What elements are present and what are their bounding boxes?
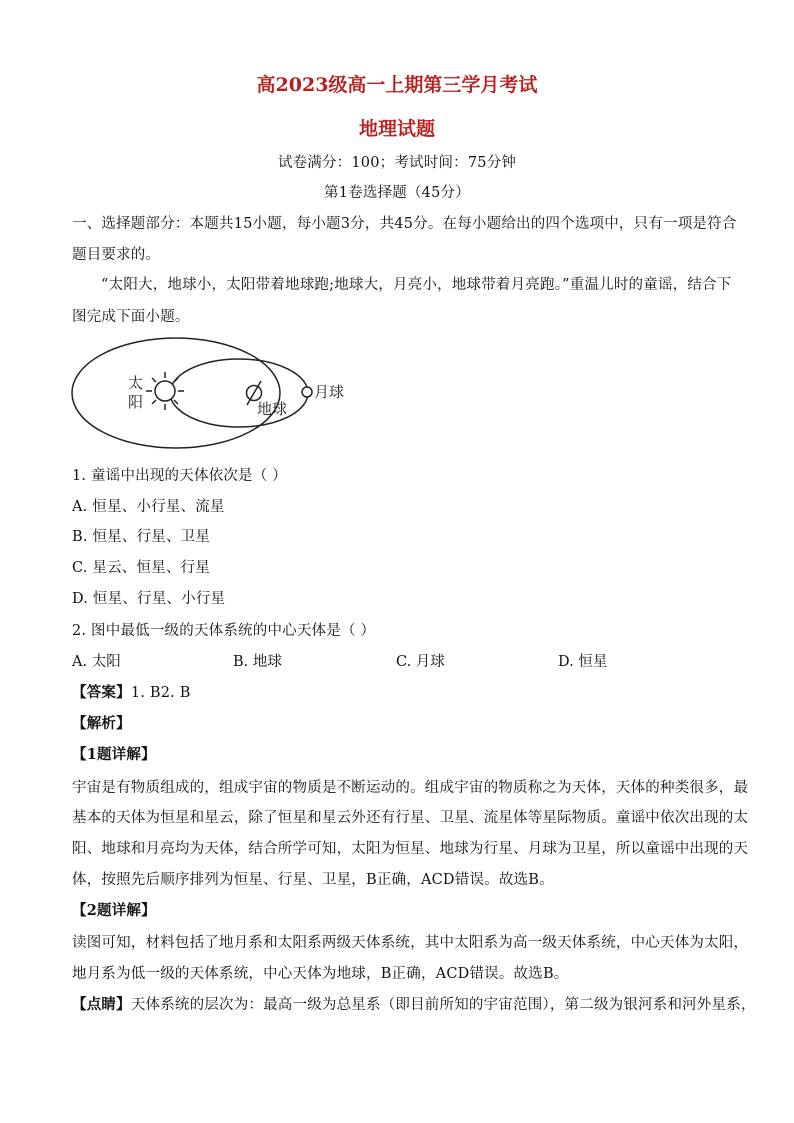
answer-line — [72, 681, 191, 702]
analysis-q1-line-1: 宇宙是有物质组成的，组成宇宙的物质是不断运动的。组成宇宙的物质称之为天体，天体的种类很多，最 — [72, 780, 749, 796]
sun-label-2: 阳 — [128, 393, 144, 411]
sun-label-1: 太 — [128, 374, 144, 392]
question-2-stem: 2. 图中最低一级的天体系统的中心天体是（ ） — [72, 623, 376, 639]
subject-title: 地理试题 — [358, 118, 435, 140]
answer-label: 【答案】 — [72, 684, 131, 701]
material-line-2: 图完成下面小题。 — [72, 309, 190, 325]
answer-text: 1. B2. B — [130, 685, 191, 701]
moon-label: 月球 — [314, 383, 345, 401]
question-2-option-a: A. 太阳 — [72, 654, 121, 670]
sun-earth-moon-diagram — [66, 336, 366, 454]
sun-icon — [146, 372, 184, 410]
tip-text: 天体系统的层次为：最高一级为总星系（即目前所知的宇宙范围），第二级为银河系和河外星系， — [130, 997, 756, 1013]
question-1-option-d: D. 恒星、行星、小行星 — [72, 591, 226, 607]
analysis-q1-line-2: 基本的天体为恒星和星云，除了恒星和星云外还有行星、卫星、流星体等星际物质。童谣中依次出现的太 — [72, 810, 749, 826]
question-1-option-c: C. 星云、恒星、行星 — [72, 560, 210, 576]
moon-orbit-ellipse — [170, 359, 308, 427]
tip-line — [72, 993, 756, 1014]
analysis-q2-label: 【2题详解】 — [72, 902, 156, 919]
analysis-q2-line-2: 地月系为低一级的天体系统，中心天体为地球，B正确，ACD错误。故选B。 — [72, 966, 569, 982]
question-1-stem: 1. 童谣中出现的天体依次是（ ） — [72, 468, 287, 484]
question-1-option-b: B. 恒星、行星、卫星 — [72, 529, 211, 545]
instructions-line-2: 题目要求的。 — [72, 247, 161, 263]
exam-info: 试卷满分：100；考试时间：75分钟 — [277, 155, 517, 171]
analysis-q1-line-3: 阳、地球和月亮均为天体，结合所学可知，太阳为恒星、地球为行星、月球为卫星，所以童谣中出现的天 — [72, 841, 749, 857]
analysis-label: 【解析】 — [72, 715, 131, 732]
material-line-1: “太阳大，地球小，太阳带着地球跑;地球大，月亮小，地球带着月亮跑。”重温儿时的童谣，结合下 — [101, 277, 732, 293]
moon-icon — [302, 387, 312, 397]
exam-title: 高2023级高一上期第三学月考试 — [256, 74, 538, 96]
earth-label: 地球 — [257, 400, 288, 418]
question-1-option-a: A. 恒星、小行星、流星 — [72, 499, 225, 515]
analysis-q1-label: 【1题详解】 — [72, 746, 156, 763]
analysis-q1-line-4: 体，按照先后顺序排列为恒星、行星、卫星，B正确，ACD错误。故选B。 — [72, 872, 554, 888]
section-title: 第1卷选择题（45分） — [324, 185, 470, 201]
question-2-option-b: B. 地球 — [233, 654, 282, 670]
question-2-option-c: C. 月球 — [396, 654, 445, 670]
analysis-q2-line-1: 读图可知，材料包括了地月系和太阳系两级天体系统，其中太阳系为高一级天体系统，中心天体为太阳， — [72, 935, 749, 951]
tip-label: 【点睛】 — [72, 996, 131, 1013]
instructions-line-1: 一、选择题部分：本题共15小题，每小题3分，共45分。在每小题给出的四个选项中，只有一项是符合 — [72, 216, 737, 232]
question-2-option-d: D. 恒星 — [558, 654, 608, 670]
